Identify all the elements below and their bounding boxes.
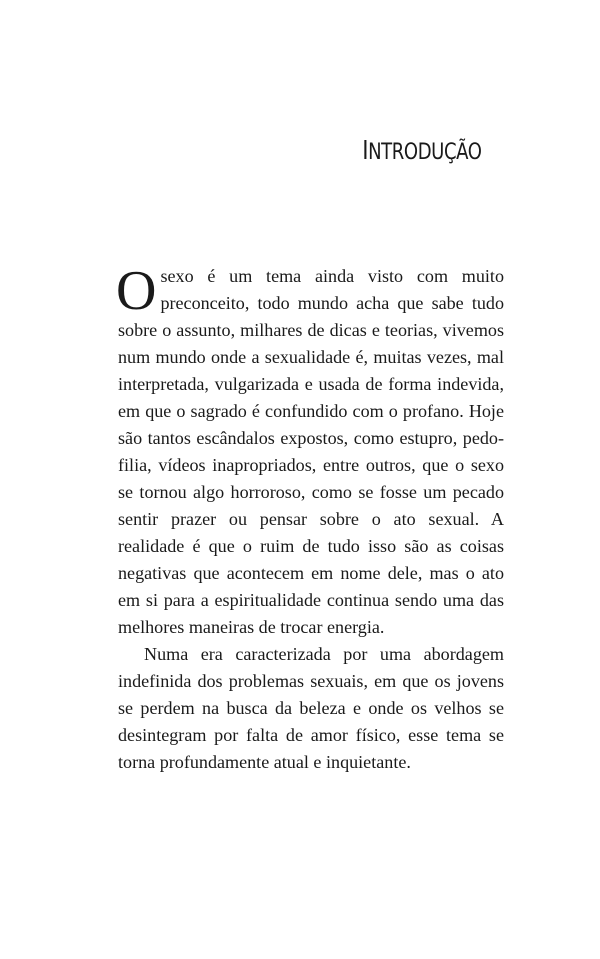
body-text bbox=[116, 260, 504, 776]
chapter-title-initial: I bbox=[362, 136, 369, 166]
paragraph-1-text: sexo é um tema ainda visto com muito preconceito, todo mundo acha que sabe tudo sobre o assunto, milhares de dicas e teorias, vivemos num mundo onde a sexualidade é, muitas vezes, mal interpretada, vulgarizada e usada de forma indevida, em que o sagrado é confundido com o profano. Hoje são tantos escândalos expostos, como estupro, pedofilia, vídeos inapropriados, entre outros, que o sexo se tornou algo horroroso, como se fosse um pecado sentir prazer ou pensar sobre o ato sexual. A realidade é que o ruim de tudo isso são as coisas negativas que acontecem em nome dele, mas o ato em si para a espiritualidade continua sendo uma das melhores maneiras de trocar energia. bbox=[118, 266, 504, 637]
paragraph-1 bbox=[116, 260, 504, 641]
chapter-title-rest: NTRODUÇÃO bbox=[368, 140, 482, 165]
chapter-title bbox=[363, 136, 482, 166]
paragraph-2: Numa era caracterizada por uma abordagem indefinida dos problemas sexuais, em que os jovens se perdem na busca da beleza e onde os velhos se desintegram por falta de amor físico, esse tema se torna profundamente atual e inquietante. bbox=[118, 644, 504, 772]
drop-cap: O bbox=[116, 260, 157, 322]
